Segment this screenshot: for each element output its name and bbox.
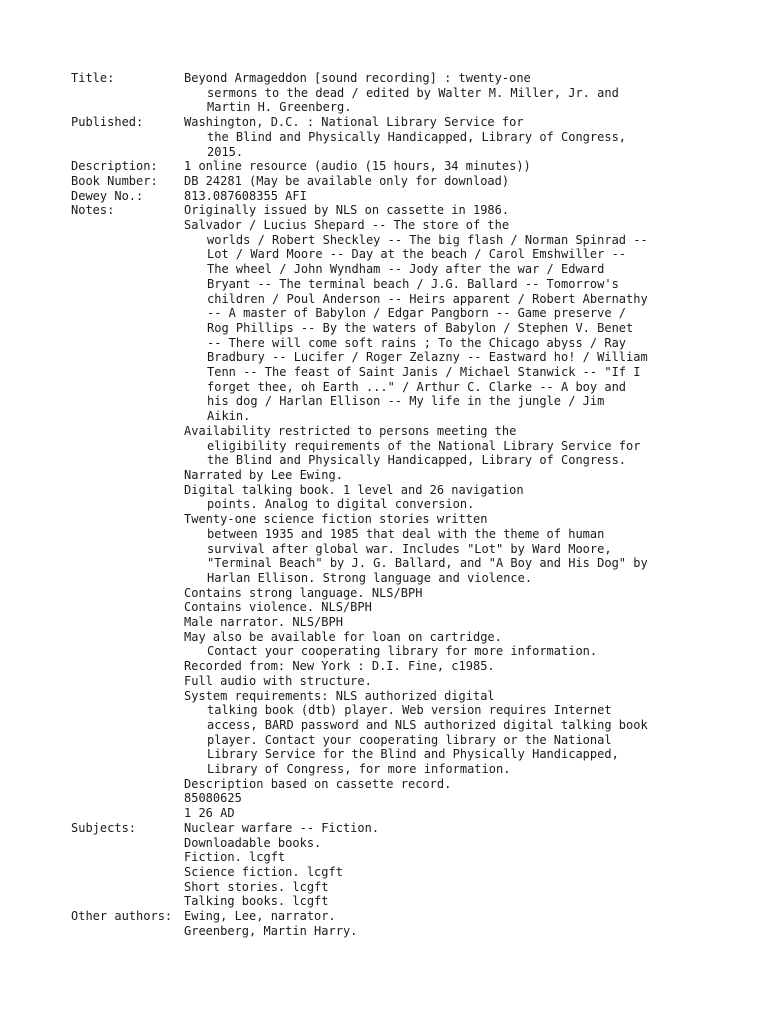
field-value: 813.087608355 AFI	[184, 188, 307, 203]
field-value: 1 26 AD	[184, 806, 235, 821]
field-values	[184, 71, 711, 115]
field-value: Beyond Armageddon [sound recording] : twenty-one sermons to the dead / edited by Walter M. Miller, Jr. and Martin H. Greenberg.	[184, 71, 619, 115]
field-value: Full audio with structure.	[184, 673, 372, 688]
field-value: 85080625	[184, 791, 242, 806]
field-label: Description:	[71, 159, 158, 174]
field-value: Twenty-one science fiction stories written between 1935 and 1985 that deal with the theme of human survival after global war. Includes "Lot" by Ward Moore, "Terminal Beach" by J. G. Ballard, and "A Boy and His Dog" by Harlan Ellison. Strong language and violence.	[184, 512, 648, 585]
field-value: Ewing, Lee, narrator.	[184, 909, 336, 924]
field-description	[71, 159, 711, 174]
field-published	[71, 115, 711, 159]
field-value: Digital talking book. 1 level and 26 navigation points. Analog to digital conversion.	[184, 482, 524, 512]
field-values	[184, 159, 711, 174]
field-label: Title:	[71, 71, 115, 85]
field-value: Narrated by Lee Ewing.	[184, 467, 343, 482]
field-notes	[71, 203, 711, 821]
field-dewey-no	[71, 189, 711, 204]
catalog-record	[71, 71, 711, 938]
field-other-authors	[71, 909, 711, 938]
field-value: Talking books. lcgft	[184, 894, 329, 909]
field-value: 1 online resource (audio (15 hours, 34 minutes))	[184, 159, 531, 174]
field-values	[184, 909, 711, 938]
field-title	[71, 71, 711, 115]
field-values	[184, 174, 711, 189]
field-value: May also be available for loan on cartridge. Contact your cooperating library for more information.	[184, 629, 598, 659]
field-book-number	[71, 174, 711, 189]
field-value: Washington, D.C. : National Library Service for the Blind and Physically Handicapped, Library of Congress, 2015.	[184, 115, 627, 159]
field-value: Short stories. lcgft	[184, 879, 329, 894]
field-values	[184, 115, 711, 159]
field-value: Fiction. lcgft	[184, 850, 286, 865]
field-value: Availability restricted to persons meeting the eligibility requirements of the National Library Service for the Blind and Physically Handicapped, Library of Congress.	[184, 423, 641, 468]
field-values	[184, 821, 711, 909]
field-label: Dewey No.:	[71, 188, 144, 203]
field-label: Book Number:	[71, 173, 158, 188]
field-value: Greenberg, Martin Harry.	[184, 923, 358, 938]
field-value: Downloadable books.	[184, 835, 322, 850]
field-subjects	[71, 821, 711, 909]
field-label: Other authors:	[71, 909, 173, 924]
field-value: Recorded from: New York : D.I. Fine, c1985.	[184, 659, 495, 674]
field-value: Originally issued by NLS on cassette in 1986.	[184, 203, 510, 218]
field-value: Contains violence. NLS/BPH	[184, 600, 372, 615]
field-value: Salvador / Lucius Shepard -- The store of the worlds / Robert Sheckley -- The big flash / Norman Spinrad -- Lot / Ward Moore -- Day at the beach / Carol Emshwiller -- The wheel / John Wyndham -- Jody after the war / Edward Bryant -- The terminal beach / J.G. Ballard -- Tomorrow's children / Poul Anderson -- Heirs apparent / Robert Abernathy -- A master of Babylon / Edgar Pangborn -- Game preserve / Rog Phillips -- By the waters of Babylon / Stephen V. Benet -- There will come soft rains ; To the Chicago abyss / Ray Bradbury -- Lucifer / Roger Zelazny -- Eastward ho! / William Tenn -- The feast of Saint Janis / Michael Stanwick -- "If I forget thee, oh Earth ..." / Arthur C. Clarke -- A boy and his dog / Harlan Ellison -- My life in the jungle / Jim Aikin.	[184, 218, 648, 424]
field-value: Contains strong language. NLS/BPH	[184, 585, 423, 600]
field-value: Description based on cassette record.	[184, 776, 452, 791]
field-value: Nuclear warfare -- Fiction.	[184, 820, 380, 835]
field-value: Male narrator. NLS/BPH	[184, 615, 343, 630]
field-values	[184, 189, 711, 204]
field-value: DB 24281 (May be available only for download)	[184, 173, 510, 188]
field-label: Notes:	[71, 203, 115, 218]
field-label: Published:	[71, 115, 144, 130]
field-value: Science fiction. lcgft	[184, 864, 343, 879]
field-label: Subjects:	[71, 820, 137, 835]
field-value: System requirements: NLS authorized digital talking book (dtb) player. Web version requires Internet access, BARD password and NLS authorized digital talking book player. Contact your cooperating library or the National Library Service for the Blind and Physically Handicapped, Library of Congress, for more information.	[184, 688, 648, 777]
field-values	[184, 203, 711, 821]
